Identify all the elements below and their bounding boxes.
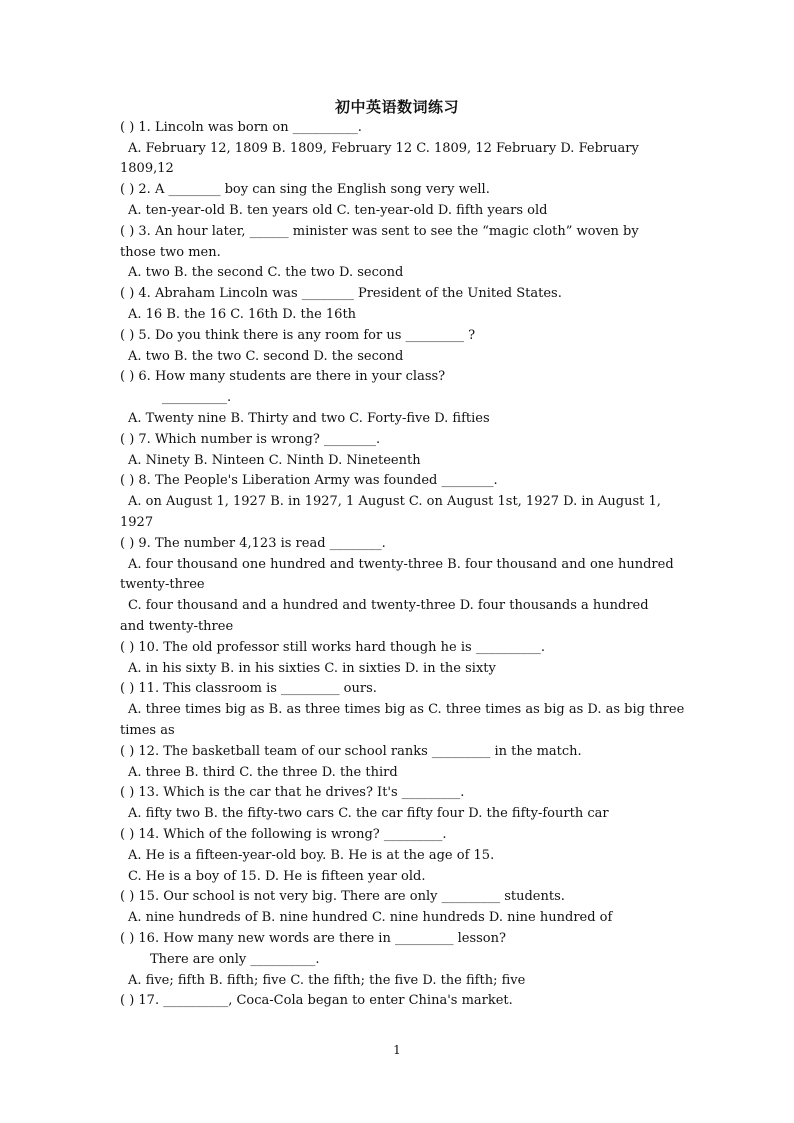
- question-16: ( ) 16. How many new words are there in _________ lesson?: [120, 931, 506, 946]
- question-17: ( ) 17. __________, Coca-Cola began to enter China's market.: [120, 993, 513, 1008]
- question-11: ( ) 11. This classroom is _________ ours.: [120, 681, 377, 696]
- question-3: ( ) 3. An hour later, ______ minister was sent to see the “magic cloth” woven by: [120, 224, 639, 239]
- options-16: A. five; fifth B. fifth; five C. the fifth; the five D. the fifth; five: [128, 973, 526, 988]
- question-6-blank: __________.: [162, 390, 232, 405]
- question-9: ( ) 9. The number 4,123 is read ________.: [120, 536, 386, 551]
- question-7: ( ) 7. Which number is wrong? ________.: [120, 432, 381, 447]
- options-5: A. two B. the two C. second D. the second: [128, 349, 404, 364]
- question-5: ( ) 5. Do you think there is any room for us _________ ?: [120, 328, 476, 343]
- options-6: A. Twenty nine B. Thirty and two C. Forty-five D. fifties: [128, 411, 490, 426]
- options-1: A. February 12, 1809 B. 1809, February 12 C. 1809, 12 February D. February: [128, 141, 639, 156]
- question-3-cont: those two men.: [120, 245, 221, 260]
- options-11: A. three times big as B. as three times big as C. three times as big as D. as big three: [128, 702, 685, 717]
- options-9-c: C. four thousand and a hundred and twenty-three D. four thousands a hundred: [128, 598, 649, 613]
- question-4: ( ) 4. Abraham Lincoln was ________ President of the United States.: [120, 286, 562, 301]
- options-11-cont: times as: [120, 723, 175, 738]
- page-title: 初中英语数词练习: [334, 98, 459, 116]
- options-8: A. on August 1, 1927 B. in 1927, 1 August C. on August 1st, 1927 D. in August 1,: [128, 494, 661, 509]
- options-14-ab: A. He is a fifteen-year-old boy. B. He is at the age of 15.: [128, 848, 495, 863]
- question-13: ( ) 13. Which is the car that he drives? It's _________.: [120, 785, 465, 800]
- question-2: ( ) 2. A ________ boy can sing the English song very well.: [120, 182, 490, 197]
- question-14: ( ) 14. Which of the following is wrong? _________.: [120, 827, 447, 842]
- options-9-c-cont: and twenty-three: [120, 619, 234, 634]
- options-10: A. in his sixty B. in his sixties C. in sixties D. in the sixty: [128, 661, 496, 676]
- options-1-cont: 1809,12: [120, 161, 174, 176]
- options-14-cd: C. He is a boy of 15. D. He is fifteen year old.: [128, 869, 426, 884]
- question-12: ( ) 12. The basketball team of our school ranks _________ in the match.: [120, 744, 582, 759]
- question-8: ( ) 8. The People's Liberation Army was founded ________.: [120, 473, 498, 488]
- question-1: ( ) 1. Lincoln was born on __________.: [120, 120, 362, 135]
- options-8-cont: 1927: [120, 515, 154, 530]
- options-7: A. Ninety B. Ninteen C. Ninth D. Nineteenth: [128, 453, 421, 468]
- page-number: 1: [393, 1043, 401, 1057]
- question-6: ( ) 6. How many students are there in your class?: [120, 369, 446, 384]
- options-15: A. nine hundreds of B. nine hundred C. nine hundreds D. nine hundred of: [128, 910, 613, 925]
- question-15: ( ) 15. Our school is not very big. There are only _________ students.: [120, 889, 565, 904]
- options-2: A. ten-year-old B. ten years old C. ten-year-old D. fifth years old: [128, 203, 548, 218]
- options-12: A. three B. third C. the three D. the third: [128, 765, 398, 780]
- options-13: A. fifty two B. the fifty-two cars C. the car fifty four D. the fifty-fourth car: [128, 806, 609, 821]
- question-10: ( ) 10. The old professor still works hard though he is __________.: [120, 640, 545, 655]
- options-9-a: A. four thousand one hundred and twenty-three B. four thousand and one hundred: [128, 557, 674, 572]
- options-4: A. 16 B. the 16 C. 16th D. the 16th: [128, 307, 357, 322]
- question-16-cont: There are only __________.: [150, 952, 320, 967]
- options-3: A. two B. the second C. the two D. second: [128, 265, 404, 280]
- options-9-a-cont: twenty-three: [120, 577, 205, 592]
